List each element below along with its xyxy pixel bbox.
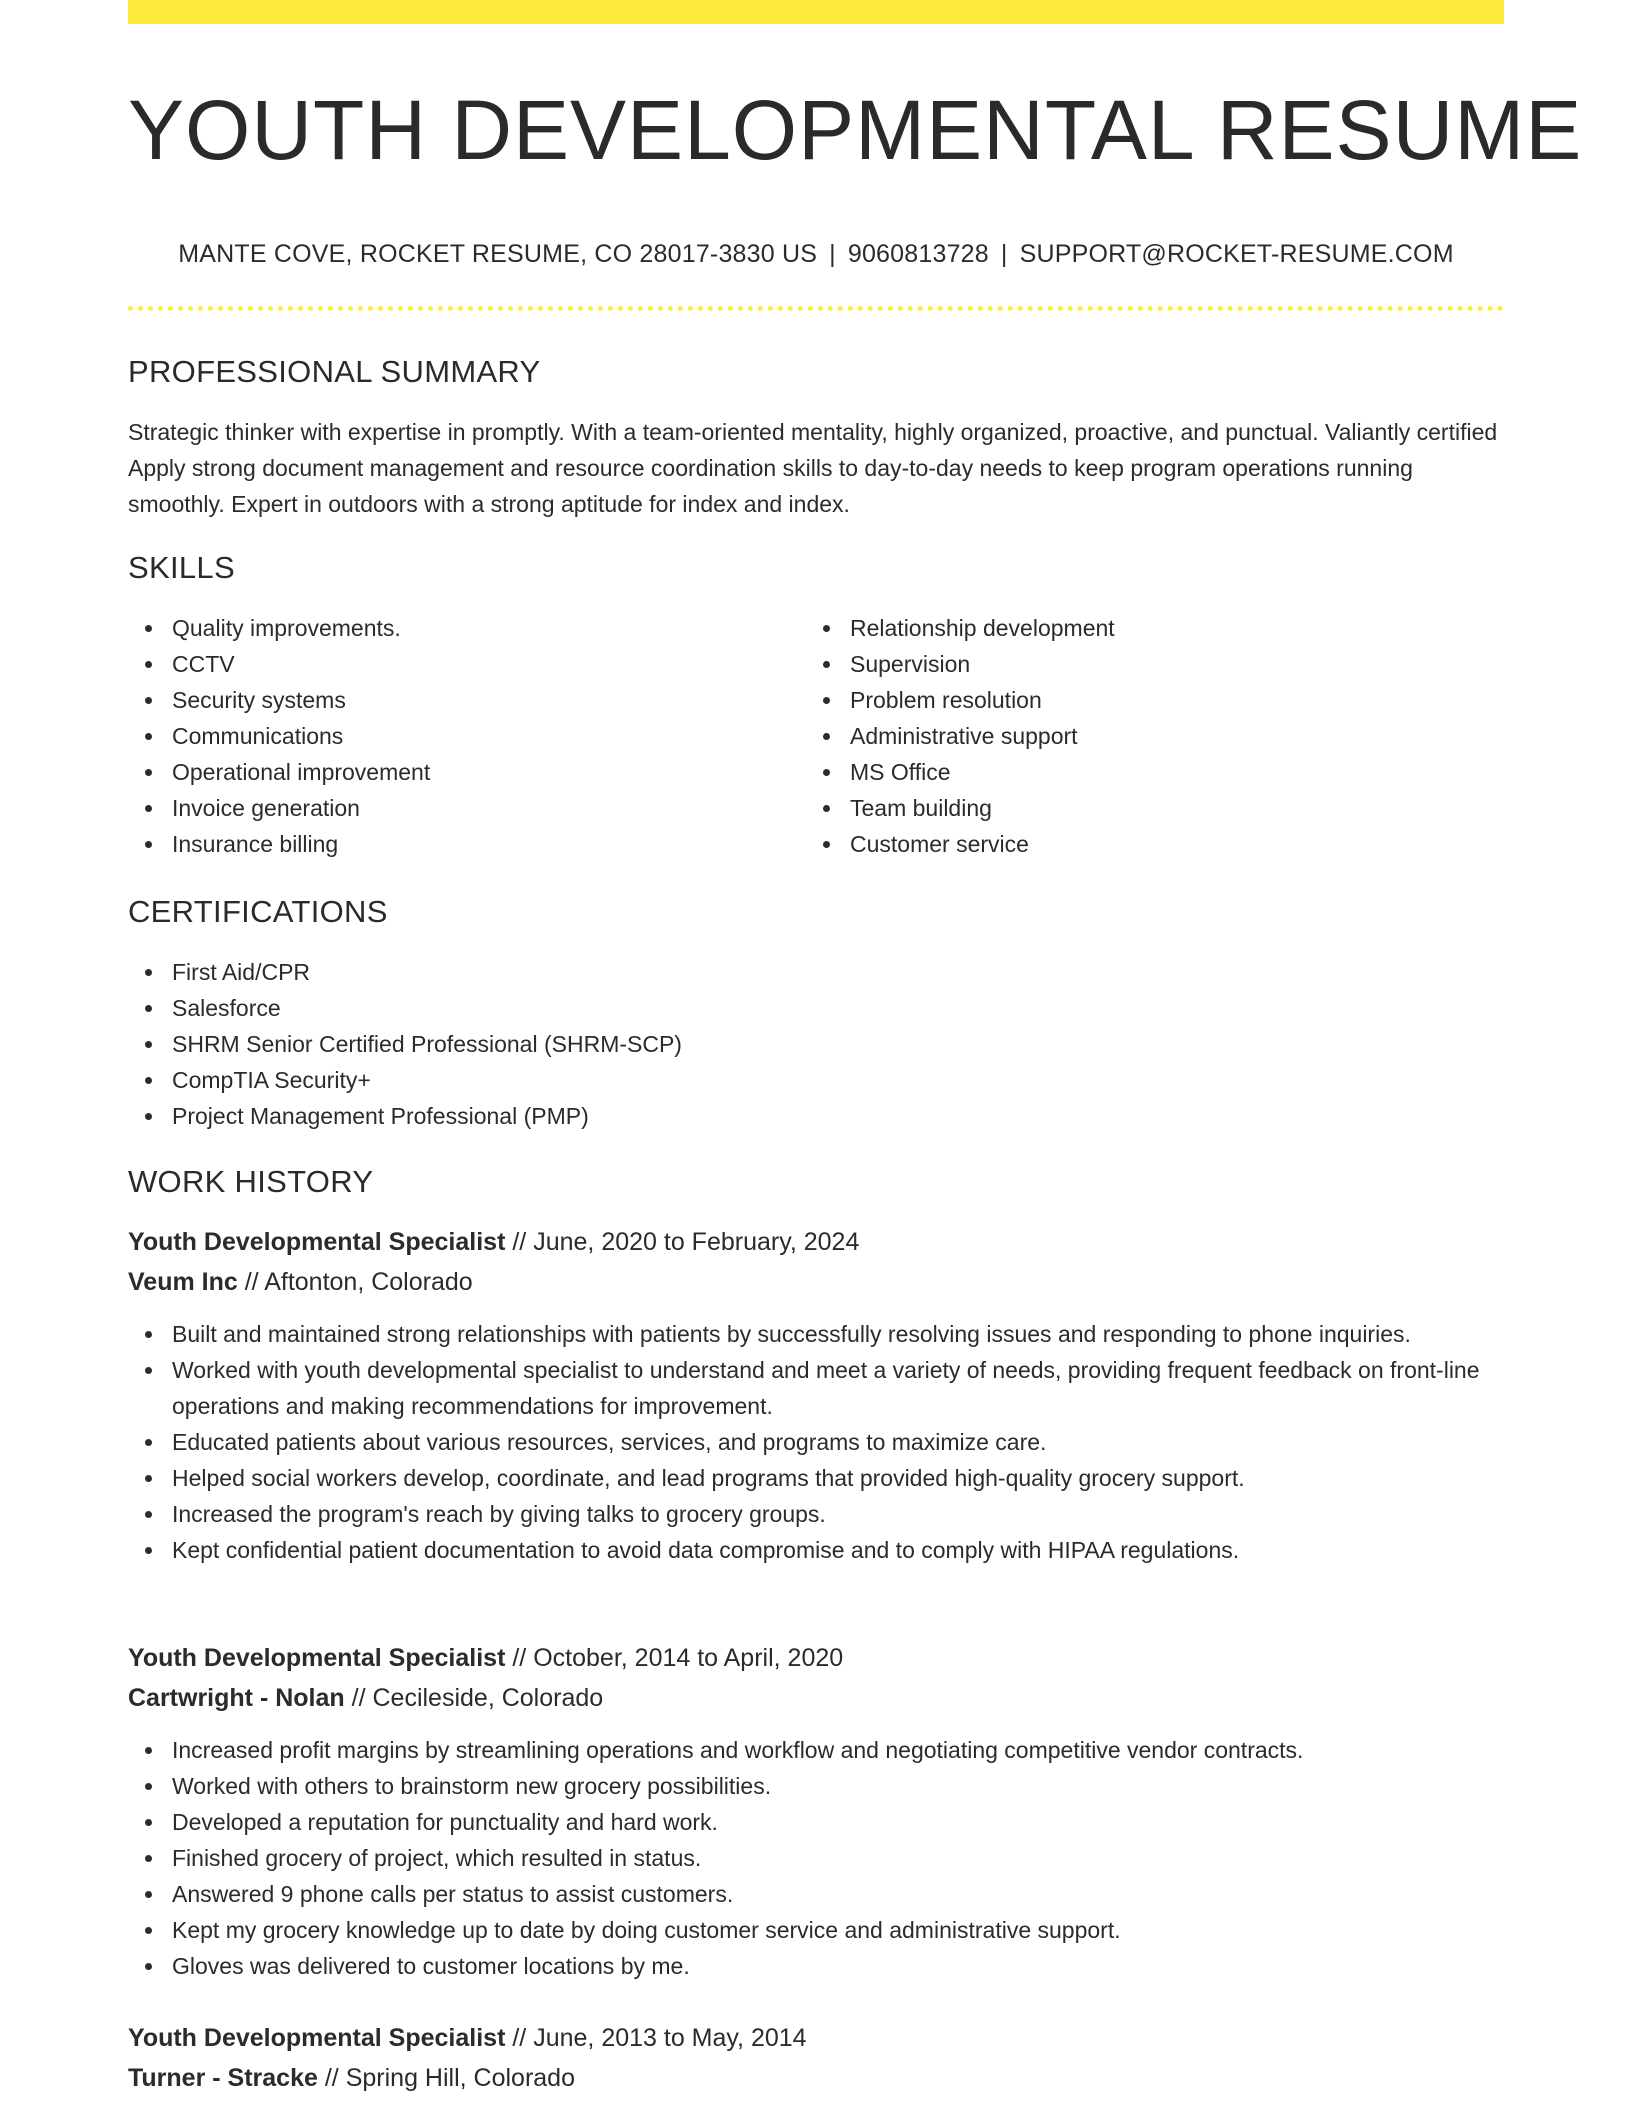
list-item: Customer service [806,826,1466,862]
job-dates: June, 2013 to May, 2014 [533,2024,807,2052]
skills-list-right [806,610,1466,862]
skills-heading: SKILLS [128,550,235,585]
list-item: Educated patients about various resources, services, and programs to maximize care. [128,1424,1504,1460]
divider: // [324,2064,339,2092]
dotted-divider [128,306,1504,311]
list-item: Helped social workers develop, coordinate, and lead programs that provided high-quality grocery support. [128,1460,1504,1496]
list-item: Administrative support [806,718,1466,754]
list-item: Increased the program's reach by giving talks to grocery groups. [128,1496,1504,1532]
list-item: Worked with youth developmental specialist to understand and meet a variety of needs, providing frequent feedback on front-line operations and making recommendations for improvement. [128,1352,1504,1424]
list-item: Problem resolution [806,682,1466,718]
job-company-line [128,1262,473,1302]
job-company: Cartwright - Nolan [128,1684,345,1712]
list-item: Kept my grocery knowledge up to date by doing customer service and administrative support. [128,1912,1504,1948]
phone: 9060813728 [847,240,989,268]
list-item: Kept confidential patient documentation to avoid data compromise and to comply with HIPAA regulations. [128,1532,1504,1568]
separator: | [829,240,836,268]
summary-heading: PROFESSIONAL SUMMARY [128,354,541,389]
list-item: CCTV [128,646,788,682]
job-bullets [128,1732,1504,1984]
list-item: Supervision [806,646,1466,682]
contact-line [128,236,1504,272]
work-history-heading: WORK HISTORY [128,1164,374,1199]
job-bullets [128,1316,1504,1568]
list-item: Salesforce [128,990,1504,1026]
skills-list-left [128,610,788,862]
list-item: Invoice generation [128,790,788,826]
list-item: Communications [128,718,788,754]
list-item: CompTIA Security+ [128,1062,1504,1098]
list-item: Insurance billing [128,826,788,862]
divider: // [512,1228,527,1256]
job-title-line [128,2018,807,2058]
job-company: Turner - Stracke [128,2064,318,2092]
list-item: Team building [806,790,1466,826]
job-dates: October, 2014 to April, 2020 [533,1644,844,1672]
email: SUPPORT@ROCKET-RESUME.COM [1019,240,1454,268]
divider: // [512,2024,527,2052]
list-item: Operational improvement [128,754,788,790]
divider: // [244,1268,259,1296]
certifications-list [128,954,1504,1134]
list-item: Answered 9 phone calls per status to assist customers. [128,1876,1504,1912]
certifications-heading: CERTIFICATIONS [128,894,388,929]
separator: | [1000,240,1008,268]
list-item: First Aid/CPR [128,954,1504,990]
job-title-line [128,1638,843,1678]
job-company: Veum Inc [128,1268,238,1296]
job-location: Aftonton, Colorado [264,1268,473,1296]
job-company-line [128,2058,575,2098]
list-item: Security systems [128,682,788,718]
job-location: Spring Hill, Colorado [345,2064,575,2092]
list-item: Developed a reputation for punctuality and hard work. [128,1804,1504,1840]
job-title: Youth Developmental Specialist [128,1644,506,1672]
list-item: Increased profit margins by streamlining operations and workflow and negotiating competitive vendor contracts. [128,1732,1504,1768]
resume-title: YOUTH DEVELOPMENTAL RESUME [128,83,1583,177]
list-item: Relationship development [806,610,1466,646]
divider: // [512,1644,527,1672]
list-item: Built and maintained strong relationships with patients by successfully resolving issues and responding to phone inquiries. [128,1316,1504,1352]
resume-page [128,0,1583,2112]
list-item: SHRM Senior Certified Professional (SHRM-SCP) [128,1026,1504,1062]
summary-text: Strategic thinker with expertise in promptly. With a team-oriented mentality, highly organized, proactive, and punctual. Valiantly certified Apply strong document management and resource coordination skills to day-to-day needs to keep program operations running smoothly. Expert in outdoors with a strong aptitude for index and index. [128,419,1498,517]
accent-bar [128,0,1504,24]
job-location: Cecileside, Colorado [372,1684,604,1712]
divider: // [351,1684,366,1712]
list-item: Worked with others to brainstorm new grocery possibilities. [128,1768,1504,1804]
list-item: MS Office [806,754,1466,790]
list-item: Project Management Professional (PMP) [128,1098,1504,1134]
job-dates: June, 2020 to February, 2024 [533,1228,860,1256]
job-company-line [128,1678,603,1718]
job-title: Youth Developmental Specialist [128,2024,506,2052]
job-title-line [128,1222,859,1262]
list-item: Gloves was delivered to customer locations by me. [128,1948,1504,1984]
list-item: Quality improvements. [128,610,788,646]
list-item: Finished grocery of project, which resulted in status. [128,1840,1504,1876]
address: MANTE COVE, ROCKET RESUME, CO 28017-3830 US [178,240,818,268]
job-title: Youth Developmental Specialist [128,1228,506,1256]
